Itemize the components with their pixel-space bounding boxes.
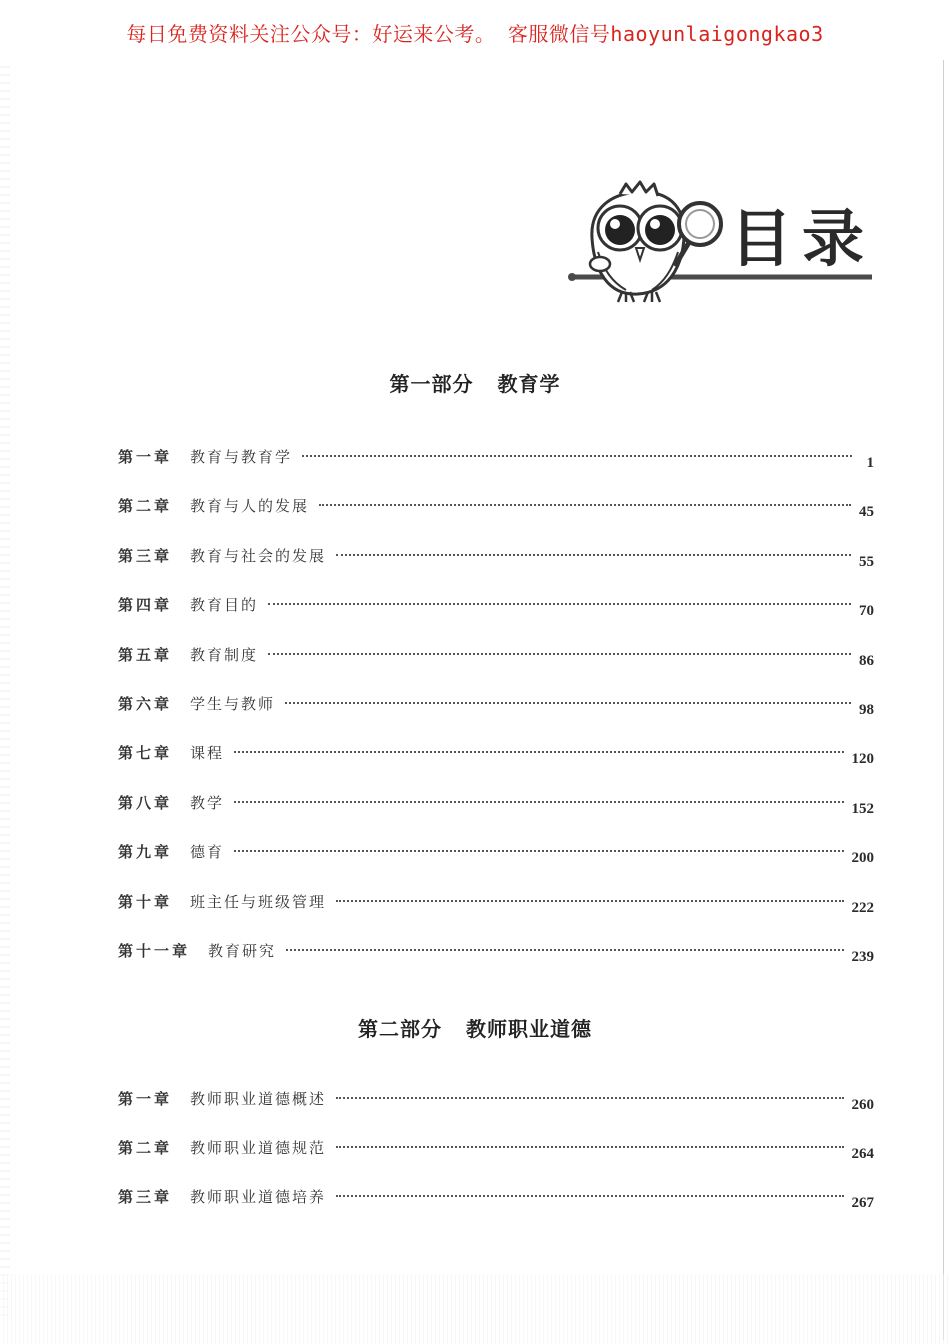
chapter-number: 第七章 xyxy=(118,744,173,762)
page-number: 239 xyxy=(851,949,874,965)
chapter-title: 教育与教育学 xyxy=(190,448,293,466)
page-number: 120 xyxy=(851,751,874,767)
dot-leader xyxy=(234,751,843,753)
chapter-title: 课程 xyxy=(190,744,225,762)
toc-row[interactable] xyxy=(118,644,874,668)
page-number: 45 xyxy=(859,504,874,520)
owl-magnifier-icon xyxy=(560,180,880,310)
page-number: 86 xyxy=(859,653,874,669)
dot-leader xyxy=(319,504,851,506)
dot-leader xyxy=(336,1146,843,1148)
chapter-title: 教学 xyxy=(190,794,225,812)
chapter-title: 班主任与班级管理 xyxy=(190,893,327,911)
toc-row[interactable] xyxy=(118,1186,874,1210)
chapter-number: 第三章 xyxy=(118,547,173,565)
toc-row[interactable] xyxy=(118,792,874,816)
dot-leader xyxy=(268,653,851,655)
part-2-name: 教师职业道德 xyxy=(466,1017,592,1041)
toc-row[interactable] xyxy=(118,693,874,717)
chapter-title: 教师职业道德概述 xyxy=(190,1090,327,1108)
chapter-number: 第五章 xyxy=(118,646,173,664)
watermark-banner: 每日免费资料关注公众号：好运来公考。 客服微信号haoyunlaigongkao3 xyxy=(126,22,824,46)
toc-row[interactable] xyxy=(118,1137,874,1161)
page-number: 264 xyxy=(851,1146,874,1162)
page-number: 222 xyxy=(851,900,874,916)
toc-row[interactable] xyxy=(118,891,874,915)
chapter-title: 教师职业道德规范 xyxy=(190,1139,327,1157)
scan-noise-bottom xyxy=(0,1274,950,1344)
chapter-title: 德育 xyxy=(190,843,225,861)
chapter-title: 学生与教师 xyxy=(190,695,276,713)
page-number: 55 xyxy=(859,554,874,570)
toc-row[interactable] xyxy=(118,594,874,618)
page-number: 1 xyxy=(866,455,874,471)
part-2-heading xyxy=(0,1013,950,1042)
toc-row[interactable] xyxy=(118,940,874,964)
chapter-title: 教师职业道德培养 xyxy=(190,1188,327,1206)
chapter-number: 第二章 xyxy=(118,497,173,515)
dot-leader xyxy=(234,850,843,852)
page-number: 152 xyxy=(851,801,874,817)
dot-leader xyxy=(336,1195,843,1197)
chapter-number: 第九章 xyxy=(118,843,173,861)
chapter-number: 第三章 xyxy=(118,1188,173,1206)
page-number: 200 xyxy=(851,850,874,866)
chapter-title: 教育目的 xyxy=(190,596,259,614)
chapter-number: 第一章 xyxy=(118,448,173,466)
toc-row[interactable] xyxy=(118,742,874,766)
toc-row[interactable] xyxy=(118,446,874,470)
chapter-title: 教育与社会的发展 xyxy=(190,547,327,565)
chapter-number: 第十一章 xyxy=(118,942,191,960)
chapter-title: 教育与人的发展 xyxy=(190,497,310,515)
page-number: 70 xyxy=(859,603,874,619)
toc-row[interactable] xyxy=(118,495,874,519)
part-1-name: 教育学 xyxy=(497,372,561,396)
dot-leader xyxy=(336,1097,843,1099)
dot-leader xyxy=(286,949,843,951)
chapter-title: 教育研究 xyxy=(208,942,277,960)
dot-leader xyxy=(268,603,851,605)
part-1-label: 第一部分 xyxy=(389,372,474,396)
scan-edge-right xyxy=(943,60,950,1340)
page-number: 98 xyxy=(859,702,874,718)
dot-leader xyxy=(285,702,851,704)
chapter-number: 第十章 xyxy=(118,893,173,911)
chapter-title: 教育制度 xyxy=(190,646,259,664)
part-2-label: 第二部分 xyxy=(358,1017,442,1041)
chapter-number: 第一章 xyxy=(118,1090,173,1108)
dot-leader xyxy=(234,801,843,803)
toc-row[interactable] xyxy=(118,545,874,569)
chapter-number: 第八章 xyxy=(118,794,173,812)
chapter-number: 第六章 xyxy=(118,695,173,713)
toc-row[interactable] xyxy=(118,841,874,865)
page-number: 260 xyxy=(851,1097,874,1113)
page-number: 267 xyxy=(851,1195,874,1211)
dot-leader xyxy=(336,554,851,556)
toc-title: 目录 xyxy=(730,202,875,275)
toc-header xyxy=(560,180,880,310)
dot-leader xyxy=(336,900,843,902)
chapter-number: 第二章 xyxy=(118,1139,173,1157)
part-1-heading xyxy=(0,368,950,397)
dot-leader xyxy=(302,455,852,457)
scan-edge-left xyxy=(0,60,10,1320)
toc-row[interactable] xyxy=(118,1088,874,1112)
chapter-number: 第四章 xyxy=(118,596,173,614)
